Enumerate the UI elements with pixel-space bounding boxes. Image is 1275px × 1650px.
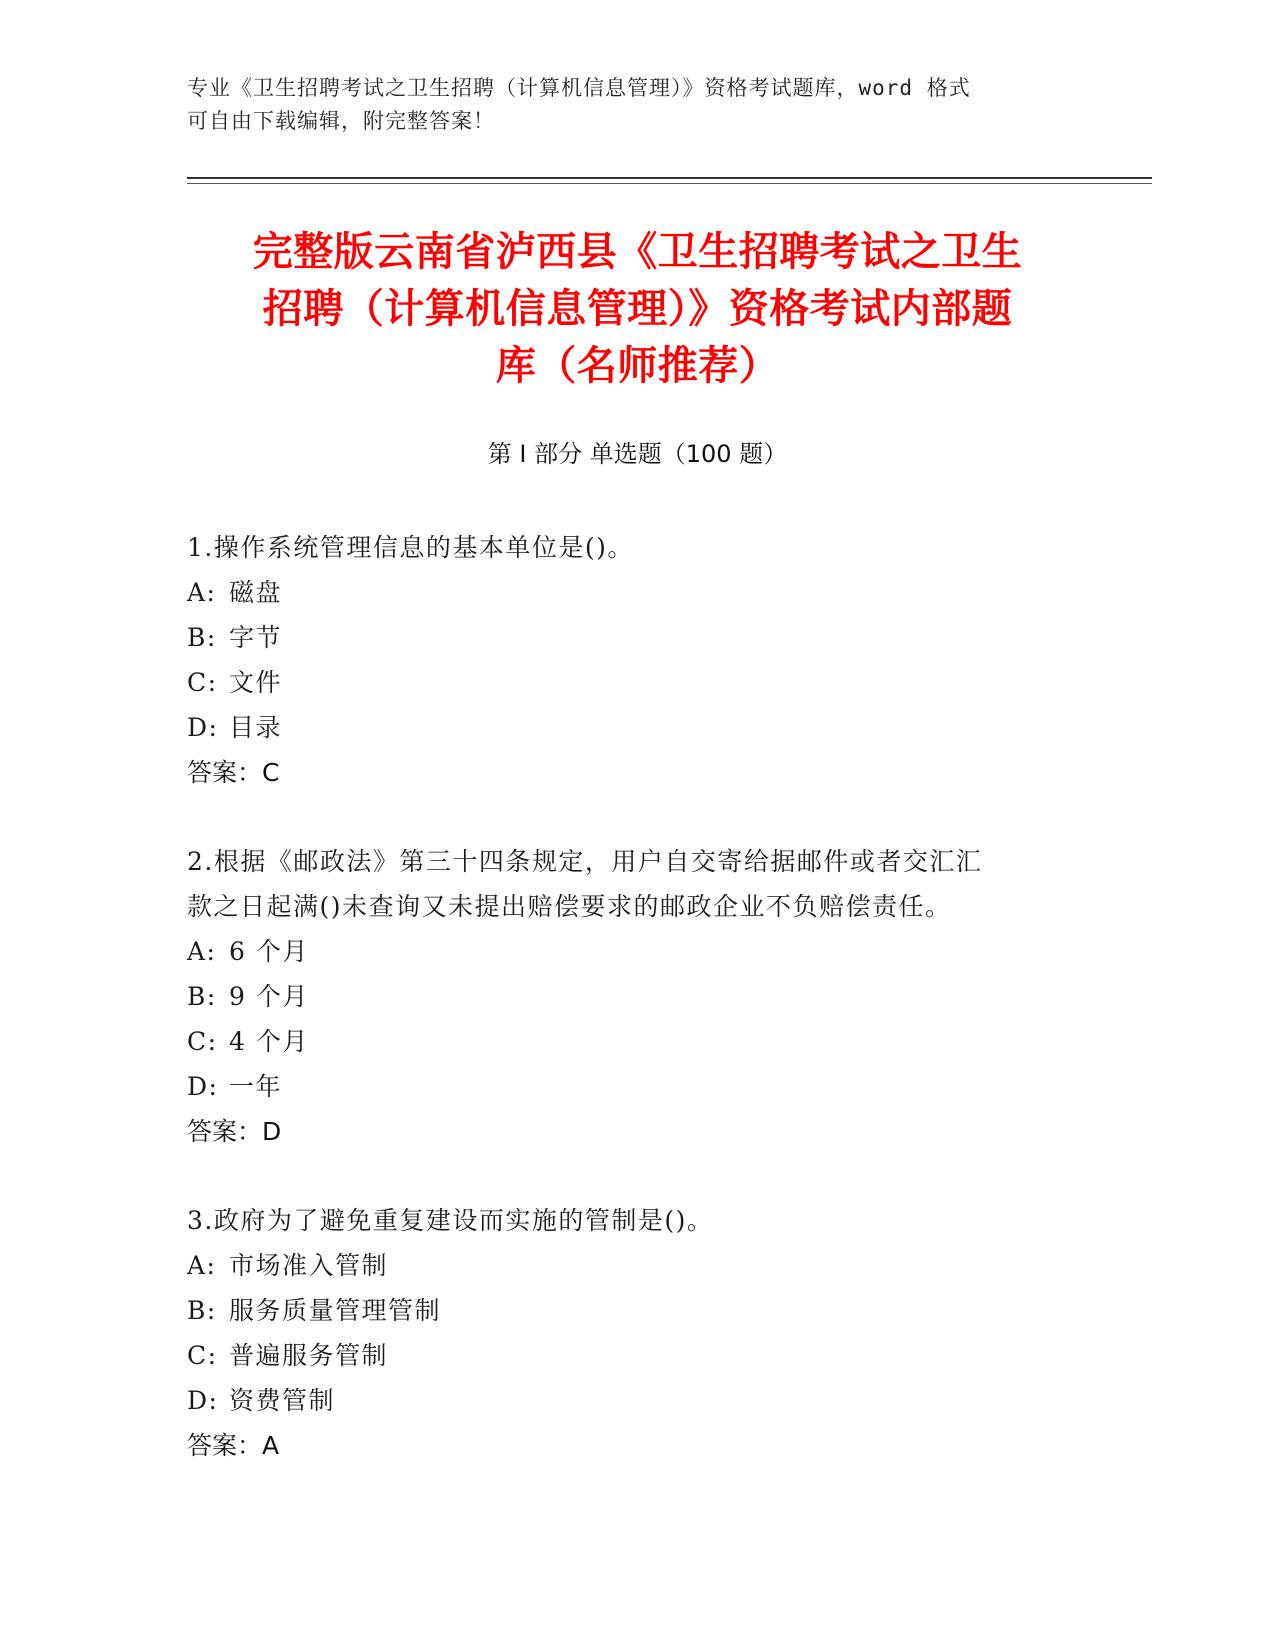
option-b [187,974,1067,1019]
option-c [187,1333,1067,1378]
option-a [187,929,1067,974]
header-divider-thin [187,183,1152,184]
option-text: 普遍服务管制 [229,1341,389,1370]
option-b [187,615,1067,660]
option-a [187,1243,1067,1288]
header-note-line-1: 专业《卫生招聘考试之卫生招聘（计算机信息管理）》资格考试题库，word 格式 [187,76,971,100]
header-divider-thick [187,177,1152,179]
answer: 答案：D [187,1117,282,1146]
question-1 [187,525,1067,795]
option-text: 市场准入管制 [229,1251,389,1280]
question-stem: 1.操作系统管理信息的基本单位是()。 [187,533,634,562]
header-note-line-2: 可自由下载编辑，附完整答案！ [187,109,495,133]
document-title [190,224,1085,395]
option-key: B: [187,623,217,652]
option-key: D: [187,713,219,742]
option-key: A: [187,1251,217,1280]
document-title-line-2: 招聘（计算机信息管理）》资格考试内部题 [262,286,1013,332]
option-text: 一年 [229,1072,283,1101]
question-2 [187,839,1067,1154]
question-stem-line-2: 款之日起满()未查询又未提出赔偿要求的邮政企业不负赔偿责任。 [187,892,952,921]
option-text: 6 个月 [229,937,309,966]
option-key: A: [187,937,217,966]
section-heading: 第 I 部分 单选题（100 题） [487,440,788,468]
option-c [187,1019,1067,1064]
answer: 答案：A [187,1431,280,1460]
option-text: 4 个月 [229,1027,309,1056]
document-title-line-1: 完整版云南省泸西县《卫生招聘考试之卫生 [252,229,1023,275]
question-list [187,525,1067,1512]
option-text: 磁盘 [229,578,283,607]
option-d [187,1064,1067,1109]
answer: 答案：C [187,758,280,787]
option-d [187,705,1067,750]
option-b [187,1288,1067,1333]
document-title-line-3: 库（名师推荐） [495,343,780,389]
option-key: D: [187,1386,219,1415]
option-text: 目录 [229,713,283,742]
option-d [187,1378,1067,1423]
option-text: 9 个月 [229,982,309,1011]
option-key: C: [187,668,218,697]
option-a [187,570,1067,615]
option-key: C: [187,1341,218,1370]
option-c [187,660,1067,705]
option-key: C: [187,1027,218,1056]
option-text: 文件 [229,668,283,697]
option-key: A: [187,578,217,607]
option-text: 服务质量管理管制 [229,1296,442,1325]
question-stem: 3.政府为了避免重复建设而实施的管制是()。 [187,1206,714,1235]
question-stem-line-1: 2.根据《邮政法》第三十四条规定，用户自交寄给据邮件或者交汇汇 [187,847,983,876]
option-key: D: [187,1072,219,1101]
option-text: 字节 [229,623,283,652]
option-key: B: [187,1296,217,1325]
question-3 [187,1198,1067,1468]
option-text: 资费管制 [229,1386,336,1415]
option-key: B: [187,982,217,1011]
header-note [187,72,1067,138]
